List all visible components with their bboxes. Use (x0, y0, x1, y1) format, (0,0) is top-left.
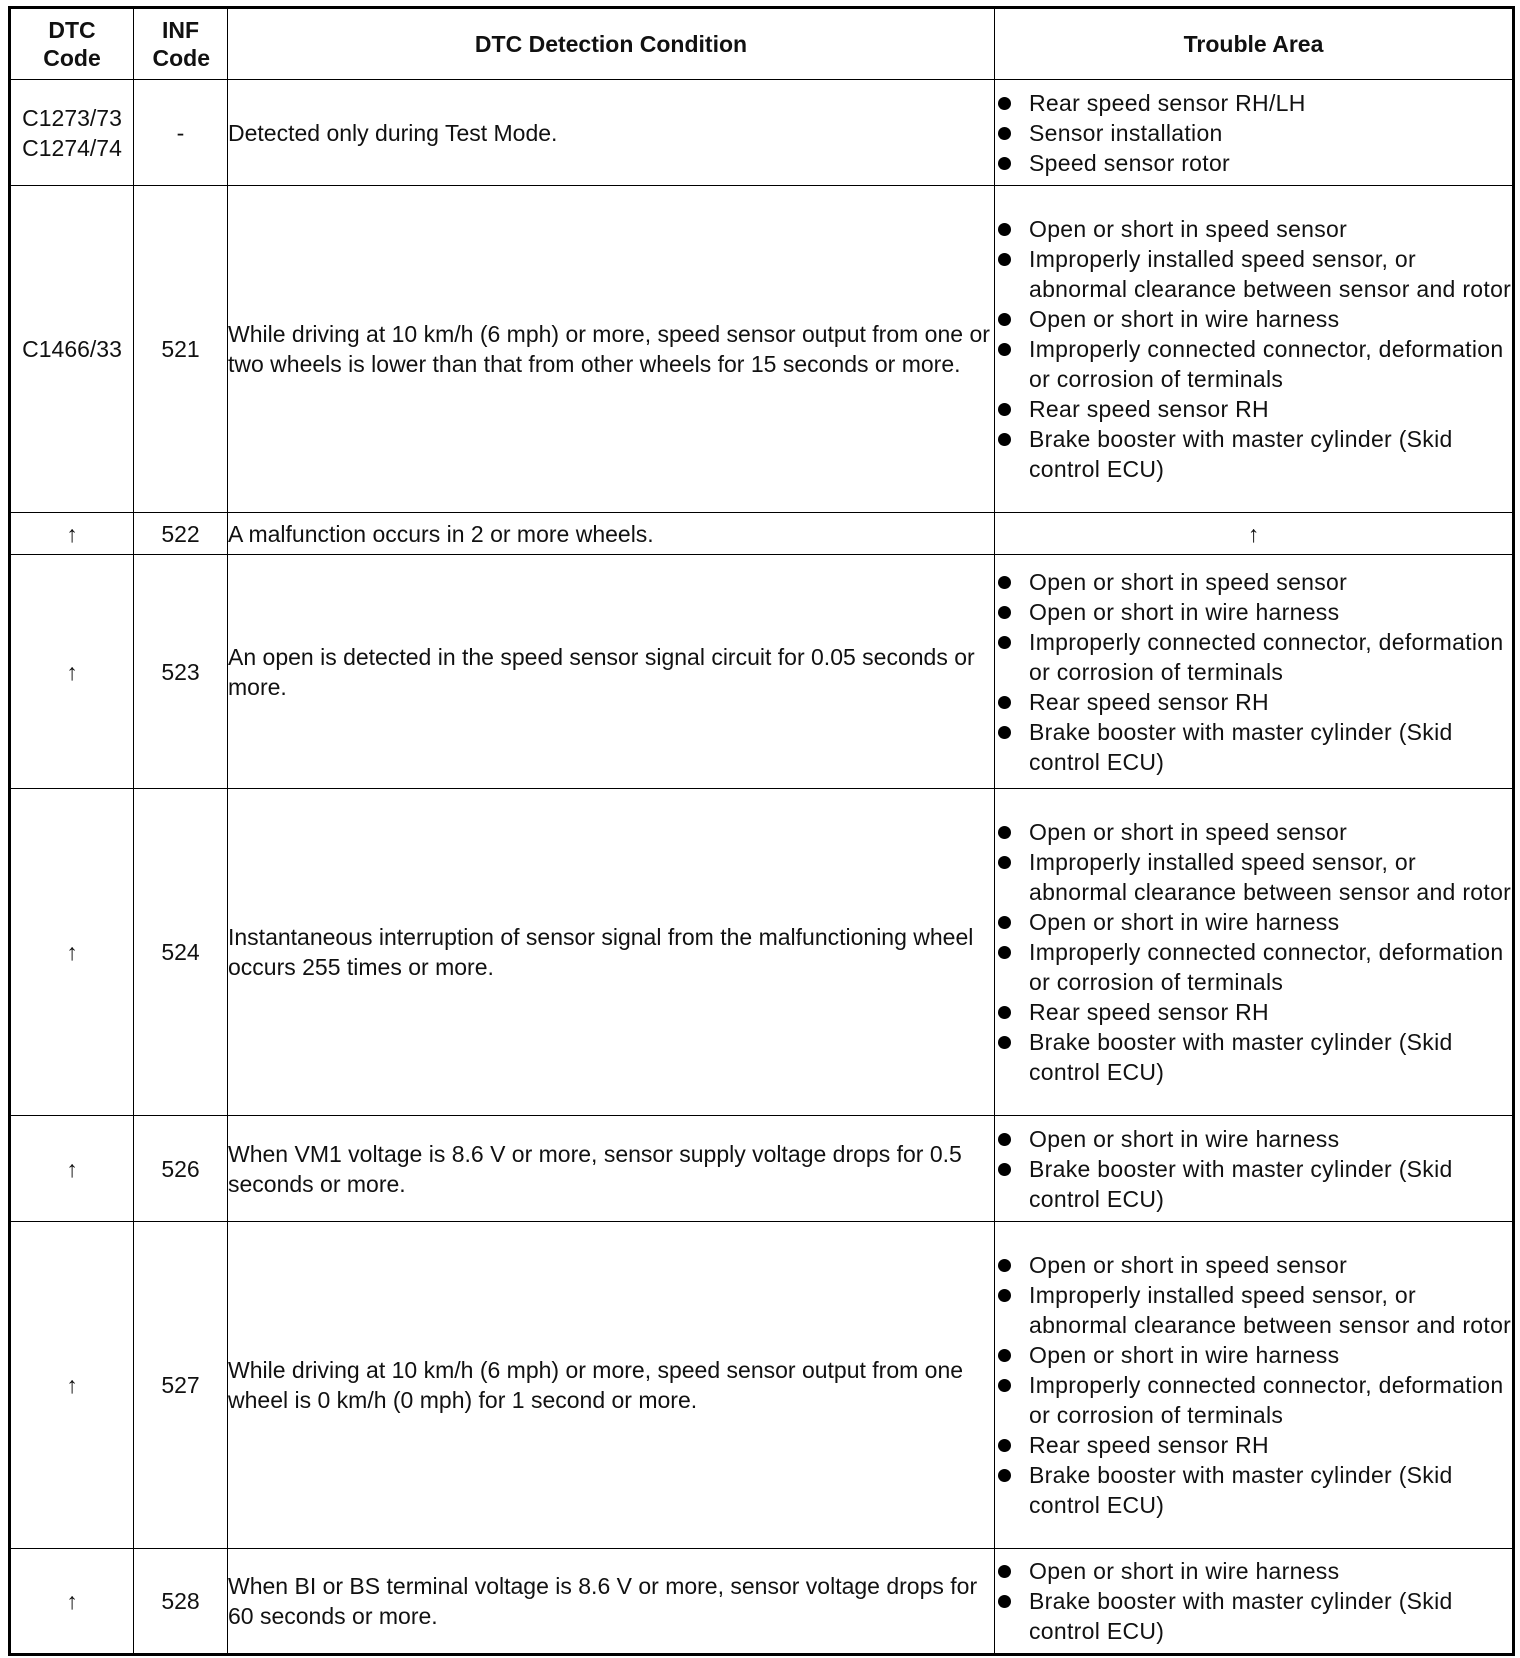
trouble-area-cell (995, 80, 1514, 186)
trouble-item: Open or short in speed sensor (995, 214, 1512, 244)
inf-code-cell: 527 (134, 1222, 228, 1549)
ditto-arrow-icon: ↑ (10, 555, 134, 789)
trouble-item: Improperly connected connector, deformation or corrosion of terminals (995, 627, 1512, 687)
ditto-arrow-icon: ↑ (10, 513, 134, 555)
trouble-area-cell (995, 555, 1514, 789)
condition-cell: When VM1 voltage is 8.6 V or more, sensor supply voltage drops for 0.5 seconds or more. (228, 1116, 995, 1222)
header-condition: DTC Detection Condition (228, 8, 995, 80)
trouble-item: Open or short in wire harness (995, 304, 1512, 334)
trouble-item: Brake booster with master cylinder (Skid control ECU) (995, 717, 1512, 777)
table-row (10, 1549, 1514, 1655)
trouble-item: Open or short in speed sensor (995, 817, 1512, 847)
trouble-item: Open or short in wire harness (995, 1556, 1512, 1586)
ditto-arrow-icon: ↑ (10, 789, 134, 1116)
header-trouble-area: Trouble Area (995, 8, 1514, 80)
trouble-item: Open or short in wire harness (995, 1124, 1512, 1154)
trouble-area-cell (995, 1116, 1514, 1222)
trouble-item: Sensor installation (995, 118, 1512, 148)
trouble-item: Rear speed sensor RH/LH (995, 88, 1512, 118)
inf-code-cell: 524 (134, 789, 228, 1116)
ditto-arrow-icon: ↑ (10, 1222, 134, 1549)
condition-cell: When BI or BS terminal voltage is 8.6 V or more, sensor voltage drops for 60 seconds or more. (228, 1549, 995, 1655)
trouble-item: Open or short in speed sensor (995, 567, 1512, 597)
dtc-code-cell (10, 80, 134, 186)
condition-cell: While driving at 10 km/h (6 mph) or more, speed sensor output from one wheel is 0 km/h (0 mph) for 1 second or more. (228, 1222, 995, 1549)
trouble-item: Improperly installed speed sensor, or abnormal clearance between sensor and rotor (995, 847, 1512, 907)
condition-cell: While driving at 10 km/h (6 mph) or more, speed sensor output from one or two wheels is lower than that from other wheels for 15 seconds or more. (228, 186, 995, 513)
table-row (10, 789, 1514, 1116)
table-row (10, 80, 1514, 186)
trouble-item: Brake booster with master cylinder (Skid control ECU) (995, 1586, 1512, 1646)
trouble-item: Open or short in wire harness (995, 1340, 1512, 1370)
trouble-area-cell (995, 1222, 1514, 1549)
trouble-item: Improperly installed speed sensor, or abnormal clearance between sensor and rotor (995, 1280, 1512, 1340)
trouble-item: Improperly connected connector, deformation or corrosion of terminals (995, 937, 1512, 997)
trouble-item: Brake booster with master cylinder (Skid control ECU) (995, 1154, 1512, 1214)
trouble-item: Improperly connected connector, deformation or corrosion of terminals (995, 1370, 1512, 1430)
ditto-arrow-icon: ↑ (995, 513, 1514, 555)
trouble-item: Rear speed sensor RH (995, 997, 1512, 1027)
condition-cell: Instantaneous interruption of sensor signal from the malfunctioning wheel occurs 255 times or more. (228, 789, 995, 1116)
trouble-item: Speed sensor rotor (995, 148, 1512, 178)
header-dtc-code: DTC Code (10, 8, 134, 80)
trouble-area-cell (995, 1549, 1514, 1655)
header-inf-code: INF Code (134, 8, 228, 80)
inf-code-cell: 522 (134, 513, 228, 555)
inf-code-cell: 528 (134, 1549, 228, 1655)
inf-code-cell: 521 (134, 186, 228, 513)
ditto-arrow-icon: ↑ (10, 1116, 134, 1222)
table-row (10, 555, 1514, 789)
table-row (10, 1222, 1514, 1549)
trouble-item: Rear speed sensor RH (995, 1430, 1512, 1460)
trouble-item: Open or short in wire harness (995, 597, 1512, 627)
inf-code-cell: 523 (134, 555, 228, 789)
trouble-item: Brake booster with master cylinder (Skid control ECU) (995, 424, 1512, 484)
ditto-arrow-icon: ↑ (10, 1549, 134, 1655)
header-row (10, 8, 1514, 80)
table-row (10, 1116, 1514, 1222)
table-row (10, 513, 1514, 555)
trouble-item: Open or short in wire harness (995, 907, 1512, 937)
dtc-table (8, 6, 1515, 1656)
dtc-code-line: C1273/73 (22, 104, 122, 131)
trouble-item: Rear speed sensor RH (995, 394, 1512, 424)
trouble-area-cell (995, 186, 1514, 513)
condition-cell: A malfunction occurs in 2 or more wheels. (228, 513, 995, 555)
inf-code-cell: 526 (134, 1116, 228, 1222)
condition-cell: Detected only during Test Mode. (228, 80, 995, 186)
trouble-item: Open or short in speed sensor (995, 1250, 1512, 1280)
trouble-item: Rear speed sensor RH (995, 687, 1512, 717)
trouble-item: Brake booster with master cylinder (Skid control ECU) (995, 1027, 1512, 1087)
inf-code-cell: - (134, 80, 228, 186)
trouble-item: Improperly connected connector, deformation or corrosion of terminals (995, 334, 1512, 394)
condition-cell: An open is detected in the speed sensor signal circuit for 0.05 seconds or more. (228, 555, 995, 789)
trouble-item: Brake booster with master cylinder (Skid control ECU) (995, 1460, 1512, 1520)
table-row (10, 186, 1514, 513)
dtc-code-cell: C1466/33 (10, 186, 134, 513)
trouble-area-cell (995, 789, 1514, 1116)
trouble-item: Improperly installed speed sensor, or abnormal clearance between sensor and rotor (995, 244, 1512, 304)
dtc-code-line: C1274/74 (22, 134, 122, 161)
